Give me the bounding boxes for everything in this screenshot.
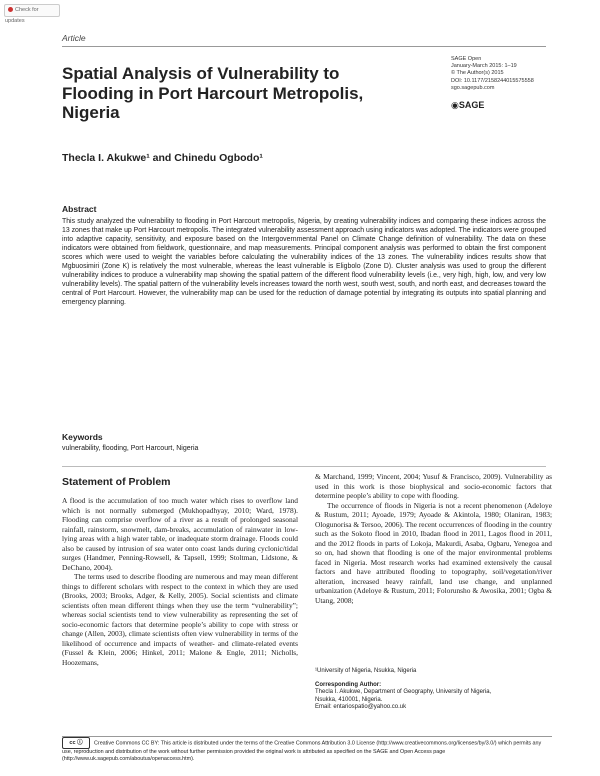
abstract-text: This study analyzed the vulnerability to flooding in Port Harcourt metropolis, Nigeria, by creating vulnerability indices and comparing these indices across the 13 zones that make up Port Harcourt metropolis. The integrated vulnerability assessment approach using indicators was adopted. The indicators were grouped into adaptive capacity, sensitivity, and exposure based on the Intergovernmental Panel on Climate Change definition of vulnerability. The data on these indicators were obtained from fieldwork, questionnaire, and map measurements. Principal component analysis was performed to obtain the first component scores which were used to weight the variables before calculating the vulnerability indices of the 13 zones. The vulnerability indices results show that Mgbuosimiri (Zone K) is relatively the most vulnerable, whereas the least vulnerable is Eligbolo (Zone D). Cluster analysis was used to group the different vulnerability indices to produce a vulnerability map showing the spatial pattern of the different flood vulnerability levels (i.e., very high, high, low, and very low vulnerability levels). The spatial pattern of the vulnerability levels increases toward the north west, south west, south, and north east, and decreases toward the central of Port Harcourt. However, the vulnerability map can be used for the reduction of damage potential by integrating its outputs into spatial planning and emergency planning. <box>62 218 546 307</box>
license-text: Creative Commons CC BY: This article is distributed under the terms of the Creative Commons Attribution 3.0 License (http://www.creativecommons.org/licenses/by/3.0/) which permits any use, reproduction and distribution of the work without further permission provided the original work is attributed as specified on the SAGE and Open Access page (http://www.uk.sagepub.com/aboutus/openaccess.htm). <box>62 740 542 763</box>
license-block <box>62 737 552 764</box>
meta-doi[interactable]: DOI: 10.1177/2158244015575558 <box>451 77 534 84</box>
keywords-text: vulnerability, flooding, Port Harcourt, Nigeria <box>62 445 199 452</box>
article-title: Spatial Analysis of Vulnerability to Flooding in Port Harcourt Metropolis, Nigeria <box>62 64 364 122</box>
left-column <box>62 496 298 667</box>
header-divider <box>62 46 546 47</box>
right-paragraph-1: & Marchand, 1999; Vincent, 2004; Yusuf & Francisco, 2009). Vulnerability as used in this work is those biophysical and socio-economic factors that determine people’s ability to cope with flooding. <box>315 472 552 500</box>
sage-logo-icon: ◉ <box>451 100 459 110</box>
keywords-heading: Keywords <box>62 432 103 442</box>
check-for-updates-badge[interactable] <box>4 4 60 24</box>
section-heading: Statement of Problem <box>62 476 171 488</box>
left-paragraph-2: The terms used to describe flooding are numerous and may mean different things to different scholars with respect to the context in which they are used (Brooks, 2003; Brooks, Adger, & Kelly, 2005). Social scientists and climate scientists often mean different things when they use the term “vulnerability”; whereas social scientists tend to view vulnerability as representing the set of socio-economic factors that determine people’s ability to cope with stress or change (Allen, 2003), climate scientists often view vulnerability in terms of the likelihood of occurrence and impacts of weather- and climate-related events (Fussel & Klein, 2006; Hinkel, 2011; Malone & Engle, 2011; Nicholls, Hoozemans, <box>62 572 298 667</box>
affiliation-note: ¹University of Nigeria, Nsukka, Nigeria <box>315 668 417 674</box>
abstract-heading: Abstract <box>62 204 97 214</box>
article-authors: Thecla I. Akukwe¹ and Chinedu Ogbodo¹ <box>62 152 263 164</box>
right-column <box>315 472 552 605</box>
right-paragraph-2: The occurrence of floods in Nigeria is not a recent phenomenon (Adeloye & Rustum, 2011; Ayoade, 1979; Ayoade & Akintola, 1980; Olaniran, 1983; Ologunorisa & Tersoo, 2006). The recent occurrences of flooding in the country such as the Sokoto flood in 2010, Ibadan flood in 2011, Lagos flood in 2011, and the 2012 floods in parts of Lokoja, Makurdi, Asaba, Ogbaru, Yenegoa and so on, had shown that flooding is one of the major environmental problems faced in Nigeria. Most research works had examined extensively the causal factors and have attributed flooding to topography, soil/vegetation/river alteration, increased heavy rainfall, land use change, and unplanned urbanization (Adeloye & Rustum, 2011; Folorunsho & Awosika, 2001; Ogba & Utang, 2008; <box>315 500 552 605</box>
creative-commons-icon: cc ⓘ <box>62 737 90 749</box>
journal-meta <box>451 56 561 92</box>
abstract-section <box>62 204 546 307</box>
footnote-block <box>315 668 552 712</box>
corresponding-line-1: Thecla I. Akukwe, Department of Geography, University of Nigeria, <box>315 689 492 696</box>
corresponding-email[interactable]: Email: entariospatio@yahoo.co.uk <box>315 704 407 711</box>
meta-url[interactable]: sgo.sagepub.com <box>451 84 495 91</box>
meta-issue: January-March 2015: 1–19 <box>451 63 517 70</box>
section-divider <box>62 466 546 467</box>
meta-copyright: © The Author(s) 2015 <box>451 70 504 77</box>
badge-label: Check for updates <box>5 7 39 24</box>
article-type-label: Article <box>62 33 86 43</box>
meta-journal: SAGE Open <box>451 56 482 62</box>
corresponding-line-2: Nsukka, 410001, Nigeria. <box>315 696 383 703</box>
corresponding-author-heading: Corresponding Author: <box>315 681 382 688</box>
keywords-section <box>62 432 362 452</box>
sage-logo: ◉SAGE <box>451 100 485 110</box>
left-paragraph-1: A flood is the accumulation of too much water which rises to overflow land which is not normally submerged (Mukhopadhyay, 2010; Ward, 1978). Flooding can comprise overflow of a river as a result of prolonged seasonal rainfall, rainstorm, snowmelt, dam-breaks, accumulation of rainwater in low-lying areas with a high water table, or inadequate storm drainage. Floods could also be caused by intrusion of sea water onto coast lands during cyclonic/tidal surges (Handmer, Penning-Rowsell, & Tapsell, 1999; Stoltman, Lidstone, & DeChano, 2004). <box>62 496 298 572</box>
update-dot-icon <box>8 7 13 12</box>
